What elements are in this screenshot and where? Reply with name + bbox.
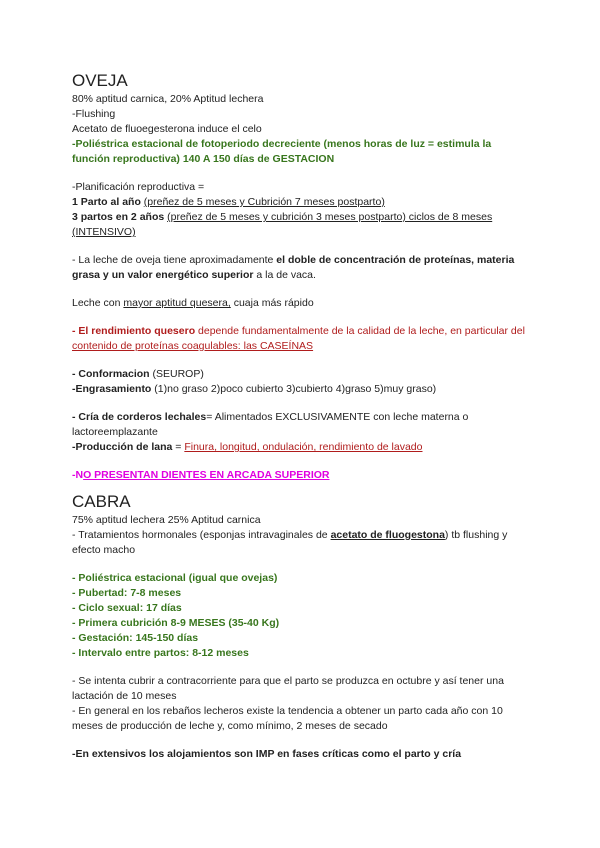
cabra-item: - Gestación: 145-150 días (72, 632, 199, 644)
cabra-rebanos: - En general en los rebaños lecheros existe la tendencia a obtener un parto cada año con 10 meses de producción de leche y, como mínimo, 2 meses de secado (72, 705, 503, 732)
dientes-underline: O PRESENTAN DIENTES EN ARCADA SUPERIOR (83, 469, 330, 481)
leche-oveja (72, 253, 532, 283)
plan-parto-1-detail: (preñez de 5 meses y Cubrición 7 meses postparto) (143, 196, 385, 208)
cabra-item: - Ciclo sexual: 17 días (72, 602, 182, 614)
produccion-lana (72, 440, 532, 455)
cabra-heading: CABRA (72, 492, 131, 511)
plan-parto-3-bold: 3 partos en 2 años (72, 211, 165, 223)
conformacion (72, 367, 532, 382)
cabra-item: - Primera cubrición 8-9 MESES (35-40 Kg) (72, 617, 280, 629)
aptitud-quesera (72, 296, 532, 311)
trat-post: ) tb flushing y efecto macho (72, 529, 508, 556)
lana-bold: -Producción de lana (72, 441, 173, 453)
quesera-pre: Leche con (72, 297, 124, 309)
oveja-heading: OVEJA (72, 71, 128, 90)
conf-rest: (SEUROP) (149, 368, 204, 380)
rendimiento-quesero (72, 324, 532, 354)
cabra-item: - Intervalo entre partos: 8-12 meses (72, 647, 249, 659)
leche-pre: - La leche de oveja tiene aproximadamente (72, 254, 277, 266)
dientes-pre: -N (72, 469, 84, 481)
oveja-flushing: -Flushing (72, 108, 116, 120)
cabra-item: - Pubertad: 7-8 meses (72, 587, 182, 599)
lana-eq: = (172, 441, 185, 453)
cabra-tratamientos (72, 528, 532, 558)
conf-bold: - Conformacion (72, 368, 150, 380)
cabra-contracorriente: - Se intenta cubrir a contracorriente para que el parto se produzca en octubre y así tener una lactación de 10 meses (72, 675, 504, 702)
trat-pre: - Tratamientos hormonales (esponjas intravaginales de (72, 529, 331, 541)
cabra-aptitud: 75% aptitud lechera 25% Aptitud carnica (72, 514, 261, 526)
plan-parto-3 (72, 210, 532, 240)
cria-bold: - Cría de corderos lechales (72, 411, 207, 423)
plan-parto-3-detail: (preñez de 5 meses y cubrición 3 meses postparto) ciclos de 8 meses (INTENSIVO) (72, 211, 493, 238)
quesera-underline: mayor aptitud quesera, (123, 297, 231, 309)
cabra-extensivos: -En extensivos los alojamientos son IMP en fases críticas como el parto y cría (72, 748, 462, 760)
plan-label: -Planificación reproductiva = (72, 181, 205, 193)
leche-bold: el doble de concentración de proteínas, materia grasa y un valor energético superior (72, 254, 515, 281)
no-dientes (72, 468, 532, 483)
oveja-aptitud: 80% aptitud carnica, 20% Aptitud lechera (72, 93, 264, 105)
leche-post: a la de vaca. (253, 269, 316, 281)
rend-underline: contenido de proteínas coagulables: las CASEÍNAS (72, 340, 314, 352)
trat-underline: acetato de fluogestona (330, 529, 445, 541)
lana-red: Finura, longitud, ondulación, rendimiento de lavado (184, 441, 423, 453)
plan-parto-1 (72, 195, 532, 210)
rend-mid: depende fundamentalmente de la calidad de la leche, en particular del (195, 325, 525, 337)
quesera-post: cuaja más rápido (230, 297, 314, 309)
oveja-poliestrica: -Poliéstrica estacional de fotoperiodo decreciente (menos horas de luz = estimula la función reproductiva) 140 A 150 días de GESTACION (72, 138, 492, 165)
rend-bold: - El rendimiento quesero (72, 325, 196, 337)
oveja-acetato: Acetato de fluoegesterona induce el celo (72, 123, 262, 135)
document-page (72, 70, 532, 762)
engrasamiento (72, 382, 532, 397)
plan-parto-1-bold: 1 Parto al año (72, 196, 141, 208)
cria-rest: = Alimentados EXCLUSIVAMENTE con leche materna o lactoreemplazante (72, 411, 469, 438)
engr-bold: -Engrasamiento (72, 383, 152, 395)
cabra-item: - Poliéstrica estacional (igual que ovejas) (72, 572, 278, 584)
cria-corderos (72, 410, 532, 440)
engr-rest: (1)no graso 2)poco cubierto 3)cubierto 4)graso 5)muy graso) (151, 383, 437, 395)
